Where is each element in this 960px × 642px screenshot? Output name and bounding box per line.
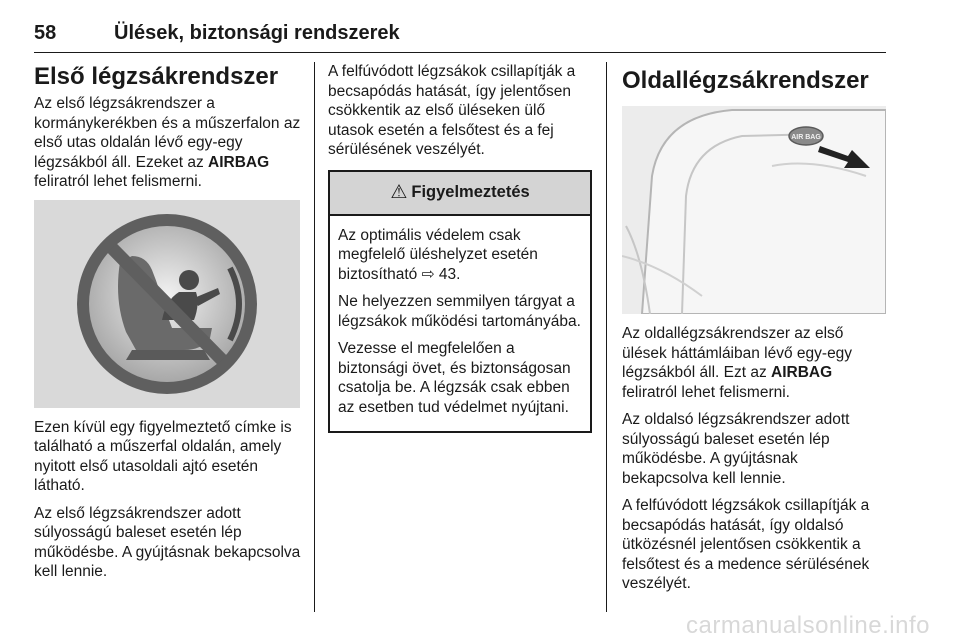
airbag-badge-text: AIR BAG [791, 134, 821, 141]
page-number: 58 [34, 22, 57, 44]
column-side-airbag [622, 62, 886, 602]
warning-paragraph-seatbelt: Vezesse el megfelelően a biztonsági övet, és biztonságosan csatolja be. A légzsák csak ebben az esetben tud védelmet nyújtani. [338, 340, 571, 416]
warning-header [330, 172, 590, 216]
paragraph-side-airbag-effect: A felfúvódott légzsákok csillapítják a becsapódás hatását, így oldalsó ütközésnél jelentősen csökkentik a felsőtest és a medence sérülésének veszélyét. [622, 497, 870, 592]
airbag-label: AIRBAG [208, 153, 270, 171]
paragraph-front-airbag-intro: Az első légzsákrendszer a kormánykerékben és a műszerfalon az első utas oldalán lévő egy-egy légzsákból áll. Ezeket az AIRBAG feliratról lehet felismerni. [34, 95, 301, 190]
paragraph-warning-label: Ezen kívül egy figyelmeztető címke is található a műszerfal oldalán, amely nyitott első utasoldali ajtó esetén látható. [34, 418, 292, 494]
column-divider-1 [314, 62, 315, 612]
side-airbag-seat-figure [622, 106, 886, 314]
section-heading-side-airbag: Oldallégzsákrendszer [622, 67, 869, 94]
column-front-airbag-continued [328, 62, 592, 433]
paragraph-side-airbag-intro: Az oldallégzsákrendszer az első ülések háttámláiban lévő egy-egy légzsákból áll. Ezt az AIRBAG feliratról lehet felismerni. [622, 325, 853, 401]
column-divider-2 [606, 62, 607, 612]
column-front-airbag [34, 62, 302, 590]
warning-triangle-icon: ⚠ [390, 181, 408, 203]
paragraph-side-airbag-activation: Az oldalsó légzsákrendszer adott súlyosságú baleset esetén lép működésbe. A gyújtásnak bekapcsolva kell lennie. [622, 411, 850, 487]
page-reference-arrow-icon: ⇨ [421, 265, 435, 283]
chapter-title: Ülések, biztonsági rendszerek [114, 22, 400, 44]
airbag-label-side: AIRBAG [771, 364, 833, 381]
warning-body [330, 216, 590, 432]
seat-backrest-illustration [622, 106, 886, 314]
warning-paragraph-seat-position: Az optimális védelem csak megfelelő üléshelyzet esetén biztosítható ⇨ 43. [338, 226, 538, 283]
watermark: carmanualsonline.info [686, 612, 930, 639]
warning-box [328, 170, 592, 434]
section-heading-front-airbag: Első légzsákrendszer [34, 63, 279, 90]
warning-title: Figyelmeztetés [411, 182, 530, 201]
warning-paragraph-objects: Ne helyezzen semmilyen tárgyat a légzsákok működési tartományába. [338, 293, 581, 330]
child-seat-prohibition-figure [34, 200, 300, 408]
paragraph-front-airbag-activation: Az első légzsákrendszer adott súlyosságú baleset esetén lép működésbe. A gyújtásnak bekapcsolva kell lennie. [34, 504, 301, 580]
child-seat-prohibition-icon [34, 200, 300, 408]
paragraph-front-airbag-effect: A felfúvódott légzsákok csillapítják a becsapódás hatását, így jelentősen csökkentik az első üléseken ülő utasok esetén a felsőtest és a fej sérülésének veszélyét. [328, 63, 576, 158]
page-reference: 43. [434, 265, 461, 283]
page-header [34, 22, 886, 53]
